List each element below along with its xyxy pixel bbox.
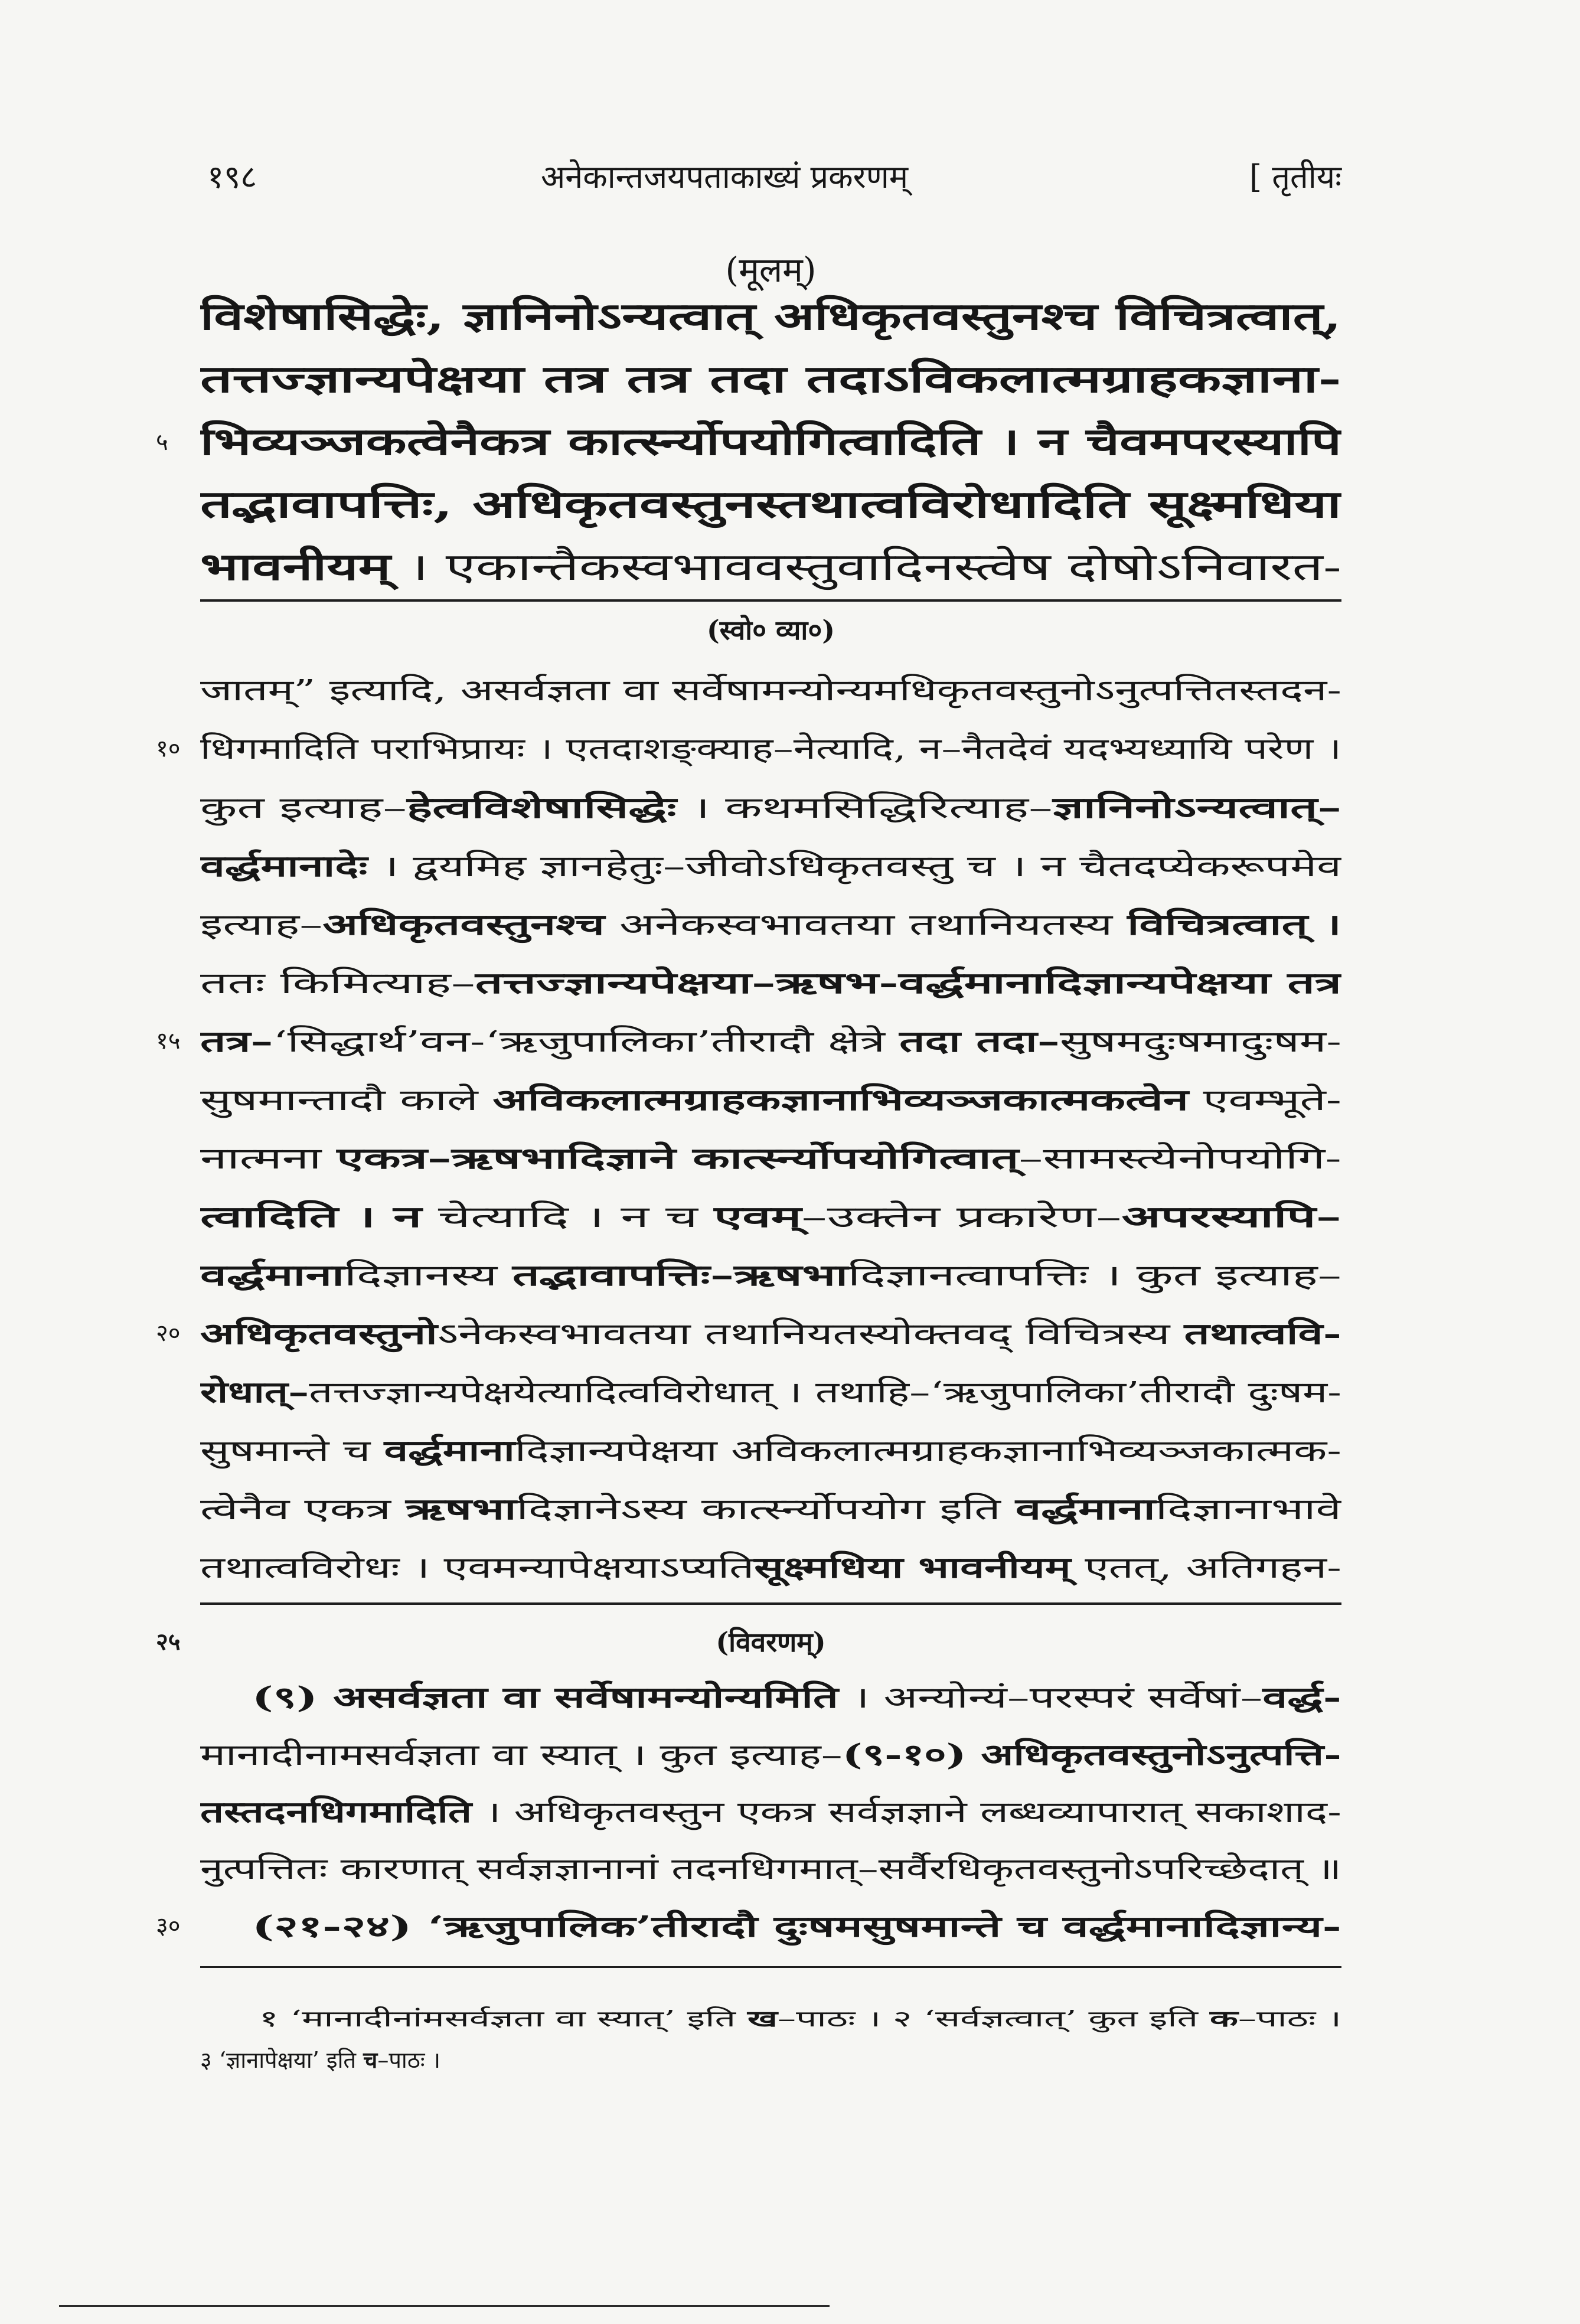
line-text-area [200, 348, 1341, 411]
bold-text-segment: (९-१०) अधिकृतवस्तुनोऽनुत्पत्ति- [842, 1737, 1341, 1772]
line-text [200, 1304, 1341, 1363]
text-segment: –पाठः । [377, 2047, 440, 2073]
text-segment: । अन्योन्यं–परस्परं सर्वेषां– [838, 1680, 1263, 1715]
bold-text-segment: ज्ञानिनोऽन्यत्वात्– [1052, 790, 1341, 825]
bold-text-segment: तथात्ववि- [1184, 1316, 1341, 1351]
text-segment: –पाठः । [1238, 2006, 1341, 2032]
mulam-line [200, 474, 1341, 536]
bold-text-segment: वर्द्धमाना [1015, 1491, 1155, 1526]
bold-text-segment: हेत्वविशेषासिद्धेः [406, 790, 677, 825]
line-text-area [200, 536, 1341, 599]
scan-edge-line [59, 2305, 830, 2307]
line-text-area [200, 895, 1341, 954]
bold-text-segment: वर्द्ध- [1262, 1680, 1341, 1715]
commentary-line [200, 1129, 1341, 1187]
bold-text-segment: तत्तज्ज्ञान्यपेक्षया तत्र तत्र तदा तदाऽविकलात्मग्राहकज्ञाना- [200, 357, 1341, 402]
line-text [200, 1538, 1341, 1597]
text-segment: दिज्ञान्यपेक्षया अविकलात्मग्राहकज्ञानाभिव्यञ्जकात्मक- [514, 1434, 1341, 1468]
footnote-divider [200, 1966, 1341, 1968]
text-segment: ‘सिद्धार्थ’वन-‘ऋजुपालिका’तीरादौ क्षेत्रे [273, 1024, 900, 1059]
line-text [200, 536, 1341, 599]
section-divider [200, 599, 1341, 602]
bold-text-segment: रोधात्– [200, 1375, 309, 1409]
bold-text-segment: क [1209, 2005, 1238, 2032]
bold-text-segment: भावनीयम् [200, 545, 391, 589]
text-segment: मानादीनामसर्वज्ञता वा स्यात् । कुत इत्याह– [200, 1738, 843, 1772]
bold-text-segment: विशेषासिद्धेः, ज्ञानिनोऽन्यत्वात् अधिकृतवस्तुनश्च विचित्रत्वात्, [200, 295, 1341, 339]
line-text [200, 1840, 1341, 1898]
line-text [200, 1363, 1341, 1421]
bold-text-segment: अधिकृतवस्तुनश्च [322, 907, 605, 942]
bold-text-segment: विचित्रत्वात् । [1127, 907, 1341, 942]
text-segment: सुषमान्ते च [200, 1434, 384, 1468]
commentary-line [200, 1363, 1341, 1421]
commentary-line [200, 954, 1341, 1012]
line-text [200, 2039, 440, 2081]
line-text [252, 1669, 1341, 1726]
bold-text-segment: अपरस्यापि– [1121, 1199, 1341, 1234]
line-number: ५ [156, 429, 168, 456]
line-text [259, 1998, 1341, 2039]
text-segment: ततः किमित्याह– [200, 966, 475, 1000]
line-number: ३० [156, 1912, 181, 1940]
bold-text-segment: तत्र– [200, 1024, 273, 1059]
mulam-line [200, 536, 1341, 599]
text-segment: नात्मना [200, 1141, 337, 1176]
bold-text-segment: तद्भावापत्तिः, अधिकृतवस्तुनस्तथात्वविरोधादिति सूक्ष्मधिया [200, 482, 1341, 527]
line-text [200, 1421, 1341, 1480]
commentary-line [200, 895, 1341, 954]
text-segment: दिज्ञानेऽस्य कार्त्स्न्योपयोग इति [516, 1492, 1016, 1526]
bold-text-segment: (९) असर्वज्ञता वा सर्वेषामन्योन्यमिति [252, 1680, 838, 1715]
line-text-area [200, 1363, 1341, 1421]
line-text-area [200, 720, 1341, 778]
text-segment: सुषमदुःषमादुःषम- [1059, 1024, 1341, 1059]
line-text [200, 1783, 1341, 1840]
bold-text-segment: अविकलात्मग्राहकज्ञानाभिव्यञ्जकात्मकत्वेन [492, 1082, 1189, 1117]
bold-text-segment: भिव्यञ्जकत्वेनैकत्र कार्त्स्न्योपयोगित्वादिति । न चैवमपरस्यापि [200, 420, 1341, 464]
line-text-area [200, 1480, 1341, 1538]
line-text-area [200, 1012, 1341, 1070]
bold-text-segment: वर्द्धमाना [200, 1258, 345, 1292]
bold-text-segment: वर्द्धमाना [384, 1433, 515, 1468]
bold-text-segment: तदा तदा– [899, 1024, 1060, 1059]
text-segment: तत्तज्ज्ञान्यपेक्षयेत्यादित्वविरोधात् । तथाहि–‘ऋजुपालिका’तीरादौ दुःषम- [309, 1375, 1341, 1409]
vivarana-line [200, 1840, 1341, 1898]
line-text [200, 1726, 1341, 1783]
footnote-line [200, 1998, 1341, 2039]
text-segment: दिज्ञानस्य [344, 1258, 512, 1292]
commentary-line [156, 720, 1341, 778]
mulam-text [156, 286, 1341, 599]
bold-text-segment: सूक्ष्मधिया भावनीयम् [754, 1550, 1071, 1585]
bold-text-segment: ख [747, 2005, 778, 2032]
page-number: १९८ [207, 158, 257, 195]
line-number: २५ [156, 1628, 181, 1656]
text-segment: ऽनेकस्वभावतया तथानियतस्योक्तवद् विचित्रस्य [437, 1317, 1184, 1351]
text-segment: एवम्भूते- [1188, 1083, 1341, 1117]
line-text-area [252, 1898, 1341, 1955]
text-segment: । एकान्तैकस्वभाववस्तुवादिनस्त्वेष दोषोऽनिवारत- [390, 546, 1341, 589]
bold-text-segment: अधिकृतवस्तुनो [200, 1316, 438, 1351]
text-segment: । कथमसिद्धिरित्याह– [676, 791, 1053, 825]
line-text-area [200, 661, 1341, 720]
line-text [200, 1187, 1341, 1246]
line-text-area [200, 1070, 1341, 1129]
line-text [200, 1246, 1341, 1304]
mulam-line [200, 286, 1341, 348]
line-number: १५ [156, 1027, 181, 1055]
svopajna-commentary [156, 661, 1341, 1597]
bold-text-segment: तस्तदनधिगमादिति [200, 1794, 472, 1829]
svopajna-heading: (स्वो० व्या०) [706, 614, 835, 646]
text-segment: –सामस्त्येनोपयोगि- [1018, 1141, 1341, 1176]
line-text [200, 778, 1341, 837]
bold-text-segment: वर्द्धमानादेः [200, 848, 368, 883]
line-text-area [200, 286, 1341, 348]
line-text-area [200, 474, 1341, 536]
line-text [200, 895, 1341, 954]
line-text [200, 286, 1341, 348]
text-segment: धिगमादिति पराभिप्रायः । एतदाशङ्क्याह–नेत्यादि, न–नैतदेवं यदभ्यध्यायि परेण । [200, 732, 1341, 766]
text-segment: तथात्वविरोधः । एवमन्यापेक्षयाऽप्यति [200, 1551, 755, 1585]
line-number: २० [156, 1320, 181, 1347]
line-text-area [200, 1304, 1341, 1363]
commentary-line [156, 1012, 1341, 1070]
line-text-area [200, 778, 1341, 837]
text-segment: एतत्, अतिगहन- [1070, 1551, 1341, 1585]
vivaranam-heading: (विवरणम्) [716, 1626, 826, 1658]
text-segment: इत्याह– [200, 908, 323, 942]
line-text-area [200, 1246, 1341, 1304]
bold-text-segment: (२१-२४) ‘ऋजुपालिक’तीरादौ दुःषमसुषमान्ते च वर्द्धमानादिज्ञान्य- [252, 1909, 1341, 1944]
commentary-line [200, 837, 1341, 895]
line-text-area [200, 2039, 1341, 2081]
bold-text-segment: ऋषभा [405, 1491, 517, 1526]
bold-text-segment: च [363, 2046, 378, 2073]
text-segment: सुषमान्तादौ काले [200, 1083, 493, 1117]
commentary-line [200, 1538, 1341, 1597]
text-segment: दिज्ञानत्वापत्तिः । कुत इत्याह– [848, 1258, 1341, 1292]
bold-text-segment: तद्भावापत्तिः–ऋषभा [512, 1258, 848, 1292]
commentary-line [200, 1246, 1341, 1304]
commentary-line [200, 778, 1341, 837]
vivarana-line [200, 1783, 1341, 1840]
line-text-area [200, 1129, 1341, 1187]
text-segment: चेत्यादि । न च [422, 1200, 714, 1234]
text-segment: अनेकस्वभावतया तथानियतस्य [605, 908, 1128, 942]
commentary-line [200, 1421, 1341, 1480]
text-segment: १ ‘मानादीनांमसर्वज्ञता वा स्यात्’ इति [259, 2006, 747, 2032]
line-text [200, 661, 1341, 720]
mulam-line [200, 348, 1341, 411]
footnotes [200, 1998, 1341, 2081]
line-text-area [200, 1187, 1341, 1246]
vivarana-line [200, 1669, 1341, 1726]
bold-text-segment: एकत्र–ऋषभादिज्ञाने कार्त्स्न्योपयोगित्वात् [337, 1141, 1019, 1176]
line-text-area [200, 1538, 1341, 1597]
line-text-area [200, 837, 1341, 895]
text-segment: त्वेनैव एकत्र [200, 1492, 406, 1526]
line-text [200, 474, 1341, 536]
vivarana-line [200, 1726, 1341, 1783]
running-header [200, 151, 1341, 204]
line-text [200, 348, 1341, 411]
mulam-heading: (मूलम्) [725, 250, 817, 290]
text-segment: । द्वयमिह ज्ञानहेतुः–जीवोऽधिकृतवस्तु च । न चैतदप्येकरूपमेव [367, 849, 1341, 883]
line-text [252, 1898, 1341, 1955]
line-text-area [200, 411, 1341, 474]
bold-text-segment: एवम् [714, 1199, 802, 1234]
text-segment: ३ ‘ज्ञानापेक्षया’ इति [200, 2047, 364, 2073]
line-text [200, 411, 1341, 474]
commentary-line [200, 1070, 1341, 1129]
line-text-area [252, 1669, 1341, 1726]
line-text [200, 837, 1341, 895]
line-text [200, 1012, 1341, 1070]
line-text-area [200, 1783, 1341, 1840]
line-text [200, 1070, 1341, 1129]
book-title: अनेकान्तजयपताकाख्यं प्रकरणम् [541, 158, 909, 195]
line-text [200, 954, 1341, 1012]
line-text [200, 1480, 1341, 1538]
footnote-line [200, 2039, 1341, 2081]
text-segment: नुत्पत्तितः कारणात् सर्वज्ञज्ञानानां तदनधिगमात्–सर्वैरधिकृतवस्तुनोऽपरिच्छेदात् ॥ [200, 1852, 1341, 1886]
text-segment: । अधिकृतवस्तुन एकत्र सर्वज्ञज्ञाने लब्धव्यापारात् सकाशाद- [472, 1795, 1341, 1829]
line-text [200, 1129, 1341, 1187]
text-segment: –पाठः । २ ‘सर्वज्ञत्वात्’ कुत इति [777, 2006, 1210, 2032]
line-text-area [259, 1998, 1341, 2039]
text-segment: जातम्” इत्यादि, असर्वज्ञता वा सर्वेषामन्योन्यमधिकृतवस्तुनोऽनुत्पत्तितस्तदन- [200, 673, 1341, 707]
line-text-area [200, 1726, 1341, 1783]
commentary-line [156, 1304, 1341, 1363]
commentary-line [200, 1187, 1341, 1246]
text-segment: कुत इत्याह– [200, 791, 407, 825]
line-text-area [200, 954, 1341, 1012]
commentary-line [200, 1480, 1341, 1538]
commentary-line [200, 661, 1341, 720]
text-segment: –उक्तेन प्रकारेण– [801, 1200, 1122, 1234]
line-text [200, 720, 1341, 778]
vivarana-line [156, 1898, 1341, 1955]
line-text-area [200, 1840, 1341, 1898]
text-segment: दिज्ञानाभावे [1155, 1492, 1341, 1526]
chapter-label: [ तृतीयः [1249, 158, 1341, 195]
bold-text-segment: तत्तज्ज्ञान्यपेक्षया–ऋषभ-वर्द्धमानादिज्ञान्यपेक्षया तत्र [475, 965, 1341, 1000]
vivaranam-commentary [156, 1669, 1341, 1955]
section-divider [200, 1602, 1341, 1605]
mulam-line [156, 411, 1341, 474]
line-text-area [200, 1421, 1341, 1480]
line-number: १० [156, 735, 181, 762]
bold-text-segment: त्वादिति । न [200, 1199, 422, 1234]
